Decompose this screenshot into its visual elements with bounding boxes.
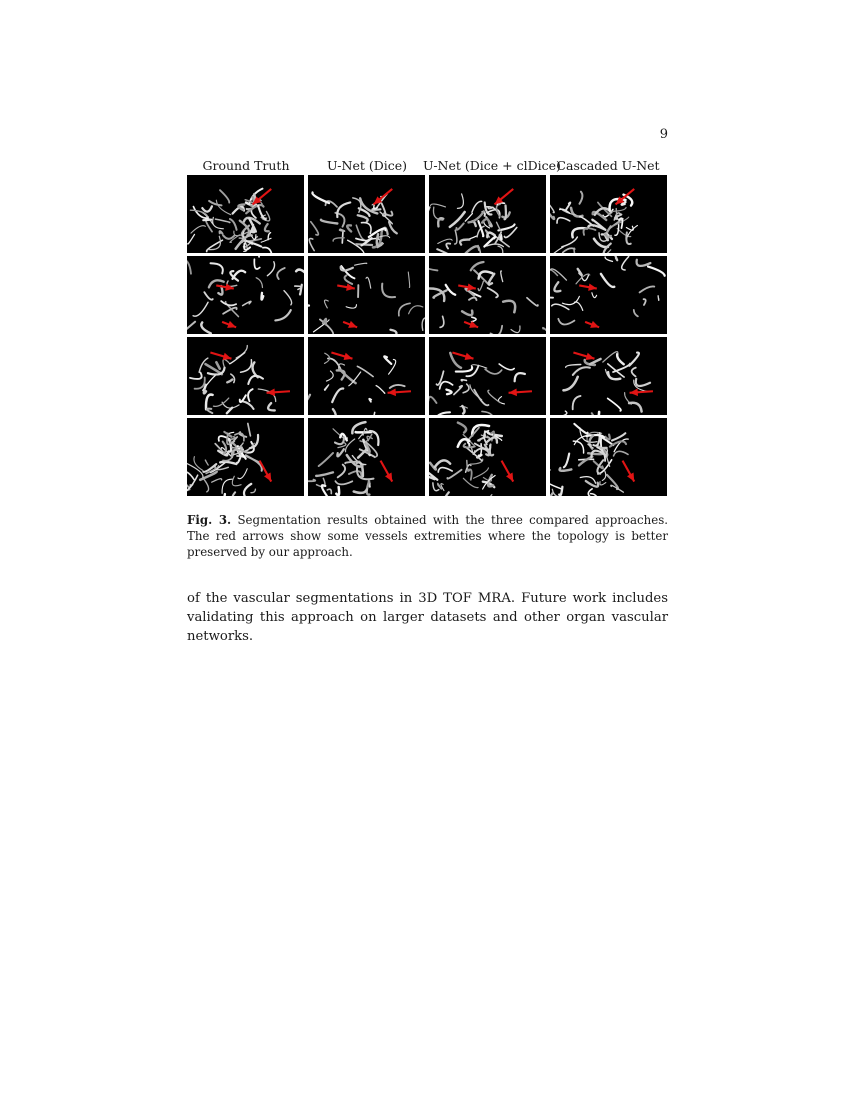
vessel-segment bbox=[560, 468, 572, 471]
vessel-segment bbox=[440, 316, 444, 327]
vessel-segment bbox=[251, 489, 255, 493]
vessel-segment bbox=[615, 225, 619, 236]
vessel-segment bbox=[377, 236, 389, 238]
vessel-segment bbox=[265, 224, 269, 231]
red-arrow-head bbox=[467, 283, 476, 290]
vessel-segment bbox=[355, 263, 367, 265]
vessel-segment bbox=[578, 269, 582, 275]
vessel-render bbox=[429, 256, 546, 334]
vessel-segment bbox=[275, 310, 290, 320]
vessel-segment bbox=[437, 412, 450, 414]
vessel-segment bbox=[316, 472, 333, 476]
vessel-segment bbox=[248, 424, 251, 436]
vessel-segment bbox=[187, 322, 195, 334]
column-header-unet-dice: U-Net (Dice) bbox=[326, 158, 408, 173]
vessel-segment bbox=[571, 208, 582, 217]
vessel-segment bbox=[629, 353, 639, 366]
vessel-segment bbox=[462, 406, 464, 414]
vessel-render bbox=[308, 175, 425, 253]
vessel-segment bbox=[454, 386, 462, 395]
vessel-segment bbox=[390, 385, 405, 388]
vessel-segment bbox=[204, 292, 212, 300]
vessel-segment bbox=[455, 230, 457, 244]
vessel-segment bbox=[615, 256, 617, 260]
vessel-segment bbox=[254, 259, 259, 269]
vessel-segment bbox=[296, 270, 304, 279]
vessel-segment bbox=[559, 411, 566, 414]
vessel-segment bbox=[337, 449, 343, 456]
page-number: 9 bbox=[659, 127, 668, 142]
vessel-segment bbox=[216, 362, 219, 368]
vessel-segment bbox=[308, 395, 310, 408]
vessel-segment bbox=[629, 403, 642, 412]
vessel-segment bbox=[243, 301, 251, 305]
vessel-segment bbox=[488, 288, 498, 297]
vessel-render bbox=[429, 418, 546, 496]
vessel-segment bbox=[590, 359, 601, 364]
segmentation-panel bbox=[308, 337, 425, 415]
vessel-segment bbox=[478, 281, 483, 290]
vessel-segment bbox=[552, 304, 569, 309]
vessel-segment bbox=[614, 451, 629, 456]
vessel-segment bbox=[390, 330, 396, 334]
vessel-segment bbox=[466, 246, 479, 252]
vessel-render bbox=[187, 418, 304, 496]
vessel-segment bbox=[487, 233, 494, 237]
vessel-render bbox=[308, 418, 425, 496]
vessel-segment bbox=[617, 228, 630, 236]
vessel-segment bbox=[340, 229, 345, 231]
vessel-segment bbox=[636, 379, 650, 386]
vessel-segment bbox=[230, 219, 237, 230]
vessel-segment bbox=[648, 267, 665, 276]
vessel-segment bbox=[613, 208, 626, 212]
vessel-segment bbox=[497, 222, 501, 230]
segmentation-panel bbox=[187, 256, 304, 334]
segmentation-panel bbox=[429, 256, 546, 334]
vessel-segment bbox=[356, 225, 363, 239]
vessel-segment bbox=[319, 453, 333, 466]
vessel-segment bbox=[346, 305, 356, 309]
vessel-segment bbox=[475, 443, 490, 449]
vessel-segment bbox=[213, 398, 228, 406]
vessel-segment bbox=[248, 376, 263, 384]
segmentation-panel bbox=[550, 418, 667, 496]
vessel-segment bbox=[384, 356, 391, 364]
figure-caption-label: Fig. 3. bbox=[187, 513, 232, 527]
vessel-segment bbox=[608, 398, 621, 410]
vessel-segment bbox=[206, 395, 213, 410]
segmentation-figure bbox=[187, 158, 667, 495]
segmentation-panel bbox=[429, 175, 546, 253]
vessel-segment bbox=[342, 231, 343, 243]
vessel-segment bbox=[248, 389, 253, 401]
segmentation-panel bbox=[187, 175, 304, 253]
vessel-segment bbox=[485, 369, 501, 374]
vessel-segment bbox=[429, 397, 436, 403]
segmentation-panel bbox=[308, 175, 425, 253]
vessel-segment bbox=[335, 481, 352, 484]
vessel-segment bbox=[550, 298, 553, 300]
vessel-segment bbox=[332, 388, 343, 402]
vessel-segment bbox=[222, 402, 239, 408]
vessel-segment bbox=[202, 206, 212, 211]
vessel-segment bbox=[308, 480, 315, 482]
vessel-segment bbox=[365, 412, 374, 414]
vessel-segment bbox=[462, 311, 472, 316]
vessel-segment bbox=[251, 229, 254, 232]
vessel-segment bbox=[585, 413, 594, 414]
segmentation-panel bbox=[429, 337, 546, 415]
vessel-render bbox=[429, 175, 546, 253]
vessel-segment bbox=[357, 467, 374, 479]
vessel-segment bbox=[658, 296, 659, 301]
vessel-segment bbox=[309, 239, 314, 251]
vessel-segment bbox=[204, 479, 209, 492]
vessel-segment bbox=[357, 366, 373, 376]
column-header-ground-truth: Ground Truth bbox=[202, 158, 290, 173]
vessel-segment bbox=[617, 354, 624, 364]
vessel-segment bbox=[324, 300, 328, 308]
vessel-segment bbox=[622, 257, 629, 270]
vessel-segment bbox=[431, 204, 446, 207]
red-arrow-head bbox=[346, 283, 355, 290]
vessel-segment bbox=[255, 256, 259, 257]
vessel-segment bbox=[488, 390, 500, 402]
vessel-segment bbox=[435, 460, 450, 467]
vessel-segment bbox=[583, 228, 595, 235]
vessel-segment bbox=[322, 485, 328, 495]
vessel-segment bbox=[644, 299, 646, 305]
vessel-segment bbox=[463, 384, 469, 393]
vessel-segment bbox=[563, 248, 574, 252]
vessel-segment bbox=[543, 328, 546, 334]
vessel-segment bbox=[223, 359, 229, 366]
vessel-segment bbox=[308, 304, 309, 305]
red-arrow-head bbox=[388, 389, 396, 397]
vessel-segment bbox=[472, 201, 482, 212]
vessel-segment bbox=[222, 479, 233, 493]
vessel-segment bbox=[491, 326, 503, 334]
vessel-segment bbox=[592, 293, 597, 298]
red-arrow-head bbox=[225, 283, 234, 290]
vessel-render bbox=[187, 337, 304, 415]
vessel-segment bbox=[482, 219, 489, 224]
vessel-render bbox=[550, 418, 667, 496]
vessel-segment bbox=[229, 353, 244, 364]
vessel-segment bbox=[603, 352, 618, 363]
vessel-segment bbox=[562, 237, 578, 247]
vessel-segment bbox=[579, 457, 592, 466]
vessel-segment bbox=[446, 390, 451, 395]
vessel-segment bbox=[605, 435, 610, 440]
vessel-segment bbox=[211, 263, 223, 273]
vessel-segment bbox=[191, 226, 205, 233]
vessel-segment bbox=[209, 201, 221, 205]
red-arrow-head bbox=[590, 321, 599, 328]
vessel-segment bbox=[347, 225, 351, 231]
vessel-segment bbox=[566, 203, 570, 210]
vessel-segment bbox=[187, 471, 194, 479]
vessel-segment bbox=[221, 301, 236, 305]
vessel-segment bbox=[277, 268, 285, 279]
vessel-segment bbox=[499, 364, 514, 370]
vessel-segment bbox=[574, 302, 582, 310]
body-paragraph: of the vascular segmentations in 3D TOF MRA. Future work includes validating this approach on larger datasets and other organ vascular networks. bbox=[187, 591, 668, 644]
vessel-segment bbox=[501, 271, 503, 282]
segmentation-panel bbox=[308, 418, 425, 496]
panel-grid bbox=[187, 175, 667, 495]
vessel-segment bbox=[595, 412, 599, 415]
vessel-segment bbox=[205, 460, 208, 465]
vessel-segment bbox=[600, 482, 606, 485]
vessel-segment bbox=[550, 201, 554, 213]
vessel-segment bbox=[637, 260, 651, 266]
vessel-segment bbox=[563, 377, 577, 391]
vessel-segment bbox=[440, 382, 453, 389]
vessel-segment bbox=[550, 247, 564, 253]
segmentation-panel bbox=[308, 256, 425, 334]
column-header-unet-dice-cldice: U-Net (Dice + clDice) bbox=[423, 158, 561, 173]
vessel-segment bbox=[369, 399, 371, 402]
vessel-segment bbox=[187, 259, 191, 274]
vessel-segment bbox=[564, 454, 569, 468]
segmentation-panel bbox=[550, 337, 667, 415]
vessel-render bbox=[550, 337, 667, 415]
vessel-segment bbox=[613, 364, 630, 372]
vessel-segment bbox=[336, 487, 339, 495]
vessel-segment bbox=[333, 409, 336, 414]
vessel-segment bbox=[366, 277, 371, 288]
vessel-segment bbox=[241, 360, 252, 372]
vessel-segment bbox=[574, 424, 587, 434]
vessel-segment bbox=[284, 291, 292, 305]
vessel-segment bbox=[527, 298, 538, 306]
vessel-segment bbox=[607, 475, 618, 489]
vessel-segment bbox=[457, 194, 463, 208]
vessel-segment bbox=[327, 489, 331, 493]
vessel-segment bbox=[382, 284, 395, 298]
vessel-segment bbox=[480, 495, 492, 496]
red-arrow-head bbox=[348, 321, 357, 328]
vessel-render bbox=[187, 175, 304, 253]
vessel-segment bbox=[212, 479, 222, 483]
vessel-segment bbox=[458, 423, 466, 433]
vessel-segment bbox=[422, 317, 425, 330]
segmentation-panel bbox=[187, 337, 304, 415]
vessel-segment bbox=[207, 409, 212, 413]
vessel-segment bbox=[238, 469, 247, 479]
vessel-segment bbox=[562, 296, 579, 304]
vessel-segment bbox=[447, 470, 461, 479]
vessel-segment bbox=[550, 493, 552, 495]
vessel-render bbox=[429, 337, 546, 415]
vessel-segment bbox=[367, 481, 370, 494]
vessel-segment bbox=[224, 494, 238, 495]
vessel-segment bbox=[232, 476, 241, 486]
segmentation-panel bbox=[550, 256, 667, 334]
vessel-segment bbox=[227, 380, 232, 383]
vessel-segment bbox=[256, 278, 262, 288]
figure-caption bbox=[187, 512, 668, 560]
vessel-render bbox=[308, 337, 425, 415]
vessel-segment bbox=[223, 235, 234, 238]
vessel-segment bbox=[469, 298, 476, 301]
vessel-segment bbox=[443, 492, 449, 495]
vessel-segment bbox=[557, 218, 570, 223]
segmentation-panel bbox=[550, 175, 667, 253]
vessel-segment bbox=[244, 484, 251, 496]
vessel-segment bbox=[229, 439, 232, 451]
vessel-segment bbox=[335, 437, 344, 444]
column-header-cascaded-unet: Cascaded U-Net bbox=[556, 158, 660, 173]
vessel-segment bbox=[573, 396, 581, 409]
vessel-segment bbox=[474, 390, 488, 406]
vessel-segment bbox=[550, 478, 561, 488]
vessel-segment bbox=[429, 264, 437, 271]
vessel-segment bbox=[409, 306, 423, 314]
vessel-segment bbox=[605, 257, 612, 261]
vessel-segment bbox=[586, 481, 598, 487]
red-arrow-head bbox=[630, 389, 638, 397]
red-arrow-head bbox=[588, 283, 597, 290]
vessel-segment bbox=[446, 243, 450, 248]
vessel-render bbox=[187, 256, 304, 334]
vessel-segment bbox=[472, 317, 477, 322]
vessel-segment bbox=[188, 234, 195, 244]
vessel-segment bbox=[358, 215, 368, 221]
red-arrow-head bbox=[267, 389, 275, 397]
vessel-segment bbox=[554, 282, 560, 291]
vessel-segment bbox=[220, 231, 223, 233]
vessel-segment bbox=[324, 385, 328, 390]
vessel-segment bbox=[566, 364, 581, 367]
vessel-segment bbox=[295, 286, 302, 289]
vessel-segment bbox=[233, 271, 246, 279]
vessel-segment bbox=[601, 274, 614, 287]
vessel-segment bbox=[242, 401, 254, 409]
vessel-segment bbox=[312, 192, 329, 203]
segmentation-panel bbox=[429, 418, 546, 496]
vessel-segment bbox=[473, 468, 488, 478]
vessel-render bbox=[550, 256, 667, 334]
vessel-segment bbox=[461, 380, 466, 381]
vessel-segment bbox=[489, 274, 495, 284]
vessel-segment bbox=[215, 219, 229, 222]
vessel-segment bbox=[268, 403, 275, 410]
vessel-segment bbox=[261, 238, 271, 242]
vessel-segment bbox=[376, 386, 385, 394]
vessel-segment bbox=[503, 301, 515, 312]
red-arrow-head bbox=[509, 389, 517, 397]
vessel-segment bbox=[232, 492, 239, 495]
segmentation-panel bbox=[187, 418, 304, 496]
vessel-segment bbox=[468, 443, 470, 446]
vessel-render bbox=[550, 175, 667, 253]
vessel-segment bbox=[558, 319, 574, 325]
vessel-segment bbox=[590, 494, 601, 496]
vessel-segment bbox=[460, 240, 469, 245]
vessel-segment bbox=[361, 223, 371, 234]
vessel-segment bbox=[456, 223, 463, 229]
vessel-segment bbox=[234, 231, 248, 236]
vessel-segment bbox=[190, 373, 202, 379]
vessel-segment bbox=[193, 302, 208, 316]
vessel-segment bbox=[437, 249, 449, 252]
vessel-render bbox=[308, 256, 425, 334]
vessel-segment bbox=[236, 346, 247, 358]
vessel-segment bbox=[511, 326, 520, 333]
figure-caption-text: Segmentation results obtained with the three compared approaches. The red arrows show some vessels extremities where the topology is better preserved by our approach. bbox=[187, 513, 669, 559]
vessel-segment bbox=[482, 411, 493, 414]
vessel-segment bbox=[471, 262, 484, 270]
red-arrow-head bbox=[227, 321, 236, 328]
vessel-segment bbox=[354, 490, 367, 493]
vessel-segment bbox=[258, 206, 266, 220]
vessel-segment bbox=[640, 286, 655, 292]
vessel-segment bbox=[465, 213, 472, 221]
vessel-segment bbox=[326, 371, 333, 381]
vessel-segment bbox=[468, 211, 483, 222]
vessel-segment bbox=[588, 489, 592, 496]
vessel-segment bbox=[267, 262, 274, 276]
vessel-segment bbox=[220, 190, 229, 202]
vessel-segment bbox=[573, 367, 590, 375]
vessel-segment bbox=[321, 220, 337, 224]
vessel-segment bbox=[579, 192, 582, 204]
vessel-segment bbox=[187, 464, 203, 478]
vessel-segment bbox=[438, 468, 452, 472]
vessel-segment bbox=[246, 456, 262, 471]
vessel-segment bbox=[498, 246, 503, 252]
vessel-segment bbox=[408, 272, 409, 287]
vessel-segment bbox=[632, 368, 636, 377]
vessel-segment bbox=[263, 247, 272, 252]
vessel-segment bbox=[634, 310, 638, 316]
vessel-segment bbox=[261, 293, 263, 300]
vessel-segment bbox=[505, 206, 506, 220]
vessel-segment bbox=[429, 207, 430, 220]
vessel-segment bbox=[338, 465, 345, 478]
vessel-segment bbox=[311, 222, 319, 235]
vessel-segment bbox=[201, 322, 210, 333]
vessel-segment bbox=[515, 373, 525, 381]
